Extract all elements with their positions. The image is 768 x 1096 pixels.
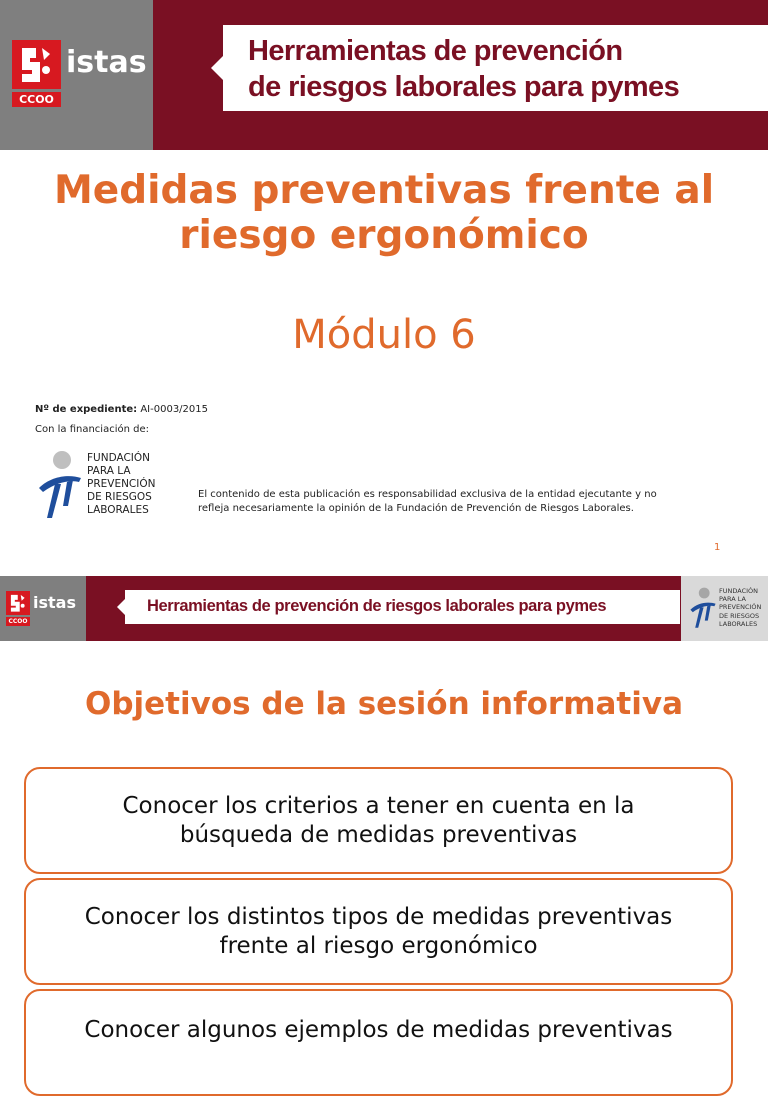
ccoo-logo: CCOO	[6, 617, 30, 626]
fundacion-line: LABORALES	[719, 619, 758, 628]
slide-title: Objetivos de la sesión informativa	[84, 686, 683, 722]
expediente-value: AI-0003/2015	[140, 404, 208, 415]
disclaimer-line-1: El contenido de esta publicación es responsabilidad exclusiva de la entidad ejecutante y no	[198, 489, 657, 500]
objective-line: Conocer los distintos tipos de medidas preventivas	[84, 903, 673, 930]
fundacion-line: PREVENCIÓN	[719, 603, 762, 612]
istas-symbol-icon	[12, 40, 61, 89]
objective-line: Conocer algunos ejemplos de medidas preventivas	[84, 1017, 673, 1043]
module-label: Módulo 6	[292, 312, 476, 358]
istas-symbol-icon	[6, 591, 30, 615]
istas-wordmark: istas	[33, 593, 76, 612]
fundacion-logo	[681, 576, 768, 641]
fundacion-line: PARA LA	[87, 465, 131, 477]
banner-title-line-2: de riesgos laborales para pymes	[248, 71, 680, 103]
banner-arrow	[117, 599, 125, 615]
banner-title-line-1: Herramientas de prevención	[248, 35, 623, 67]
header-banner	[223, 25, 768, 111]
fundacion-name	[87, 452, 155, 517]
fundacion-logo-icon	[35, 450, 85, 520]
istas-wordmark: istas	[66, 45, 147, 80]
slide-header	[0, 0, 768, 150]
page-number: 1	[714, 542, 721, 553]
slide-header	[0, 576, 768, 641]
objective-box	[24, 989, 733, 1096]
ccoo-logo: CCOO	[12, 92, 61, 107]
slide-title-line-2: riesgo ergonómico	[179, 213, 589, 258]
objective-line: Conocer los criterios a tener en cuenta en la	[122, 792, 635, 819]
expediente-line	[35, 404, 208, 415]
expediente-label: Nº de expediente:	[35, 404, 138, 415]
fundacion-line: DE RIESGOS	[719, 611, 760, 620]
fundacion-line: PREVENCIÓN	[87, 478, 156, 490]
istas-logo	[0, 0, 153, 150]
header-banner	[125, 590, 680, 624]
banner-title: Herramientas de prevención de riesgos laborales para pymes	[147, 597, 607, 615]
disclaimer-line-2: refleja necesariamente la opinión de la Fundación de Prevención de Riesgos Laborales.	[198, 503, 634, 514]
banner-arrow	[211, 56, 223, 80]
financiacion-label: Con la financiación de:	[35, 424, 149, 435]
objective-box	[24, 878, 733, 985]
fundacion-line: LABORALES	[87, 504, 149, 516]
objective-line: frente al riesgo ergonómico	[219, 932, 538, 959]
objective-line: búsqueda de medidas preventivas	[179, 821, 578, 848]
fundacion-name	[719, 587, 761, 628]
disclaimer	[198, 488, 718, 516]
fundacion-line: FUNDACIÓN	[87, 452, 151, 464]
fundacion-line: PARA LA	[719, 595, 746, 604]
slide-title	[0, 168, 768, 258]
fundacion-line: FUNDACIÓN	[719, 587, 759, 595]
slide-2	[0, 576, 768, 1043]
istas-logo	[0, 576, 86, 641]
objective-box	[24, 767, 733, 874]
slide-title-line-1: Medidas preventivas frente al	[53, 168, 715, 213]
fundacion-logo-icon	[688, 586, 718, 630]
fundacion-line: DE RIESGOS	[87, 491, 152, 503]
